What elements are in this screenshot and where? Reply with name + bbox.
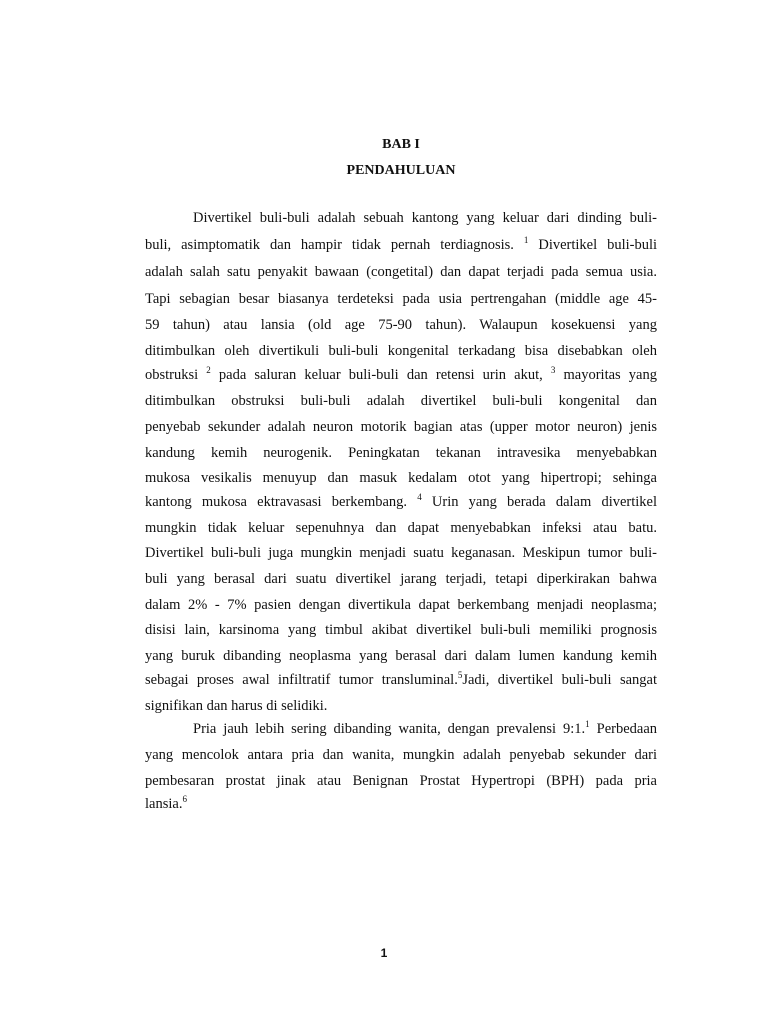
paragraph-line: signifikan dan harus di selidiki. xyxy=(145,698,328,714)
paragraph-line: Divertikel buli-buli adalah sebuah kantong yang keluar dari dinding buli- xyxy=(193,210,657,226)
paragraph-line: yang mencolok antara pria dan wanita, mungkin adalah penyebab sekunder dari xyxy=(145,747,657,763)
citation-mark: 1 xyxy=(523,235,529,245)
paragraph-line: Tapi sebagian besar biasanya terdeteksi pada usia pertrengahan (middle age 45- xyxy=(145,291,657,307)
paragraph-line: pembesaran prostat jinak atau Benignan Prostat Hypertropi (BPH) pada pria xyxy=(145,773,657,789)
paragraph-line: buli yang berasal dari suatu divertikel jarang terjadi, tetapi diperkirakan bahwa xyxy=(145,571,657,587)
citation-mark: 1 xyxy=(585,719,590,729)
paragraph-line: sebagai proses awal infiltratif tumor transluminal.$^5$Jadi, divertikel buli-buli sangat xyxy=(145,670,657,688)
chapter-heading: BAB I xyxy=(382,137,420,152)
citation-mark: 4 xyxy=(417,492,422,502)
paragraph-line: mungkin tidak keluar sepenuhnya dan dapat menyebabkan infeksi atau batu. xyxy=(145,520,657,536)
paragraph-line: kandung kemih neurogenik. Peningkatan tekanan intravesika menyebabkan xyxy=(145,445,657,461)
paragraph-line: lansia.$^6$ xyxy=(145,794,187,812)
chapter-title: PENDAHULUAN xyxy=(346,163,456,178)
paragraph-line: Pria jauh lebih sering dibanding wanita, dengan prevalensi 9:1.$^1$ Perbedaan xyxy=(193,719,658,737)
citation-mark: 3 xyxy=(550,365,556,375)
paragraph-line: mukosa vesikalis menuyup dan masuk kedalam otot yang hipertropi; sehinga xyxy=(145,470,657,486)
citation-mark: 5 xyxy=(457,670,463,680)
paragraph-line: kantong mukosa ektravasasi berkembang. $^4$ Urin yang berada dalam divertikel xyxy=(145,492,658,510)
page-number: 1 xyxy=(380,946,388,960)
paragraph-line: Divertikel buli-buli juga mungkin menjadi suatu keganasan. Meskipun tumor buli- xyxy=(145,545,657,561)
paragraph-line: obstruksi $^2$ pada saluran keluar buli-buli dan retensi urin akut, $^3$ mayoritas yang xyxy=(145,365,657,383)
paragraph-line: disisi lain, karsinoma yang timbul akibat divertikel buli-buli memiliki prognosis xyxy=(145,622,657,638)
paragraph-line: 59 tahun) atau lansia (old age 75-90 tahun). Walaupun kosekuensi yang xyxy=(145,317,657,333)
paragraph-line: penyebab sekunder adalah neuron motorik bagian atas (upper motor neuron) jenis xyxy=(145,419,657,435)
paragraph-line: buli, asimptomatik dan hampir tidak pernah terdiagnosis. $^1$ Divertikel buli-buli xyxy=(145,235,658,253)
paragraph-line: yang buruk dibanding neoplasma yang berasal dari dalam lumen kandung kemih xyxy=(145,648,657,664)
paragraph-line: ditimbulkan obstruksi buli-buli adalah divertikel buli-buli kongenital dan xyxy=(145,393,657,409)
citation-mark: 6 xyxy=(182,794,187,804)
paragraph-line: ditimbulkan oleh divertikuli buli-buli kongenital terkadang bisa disebabkan oleh xyxy=(145,343,657,359)
paragraph-line: adalah salah satu penyakit bawaan (congetital) dan dapat terjadi pada semua usia. xyxy=(145,264,657,280)
paragraph-line: dalam 2% - 7% pasien dengan divertikula dapat berkembang menjadi neoplasma; xyxy=(145,597,657,613)
citation-mark: 2 xyxy=(206,365,211,375)
